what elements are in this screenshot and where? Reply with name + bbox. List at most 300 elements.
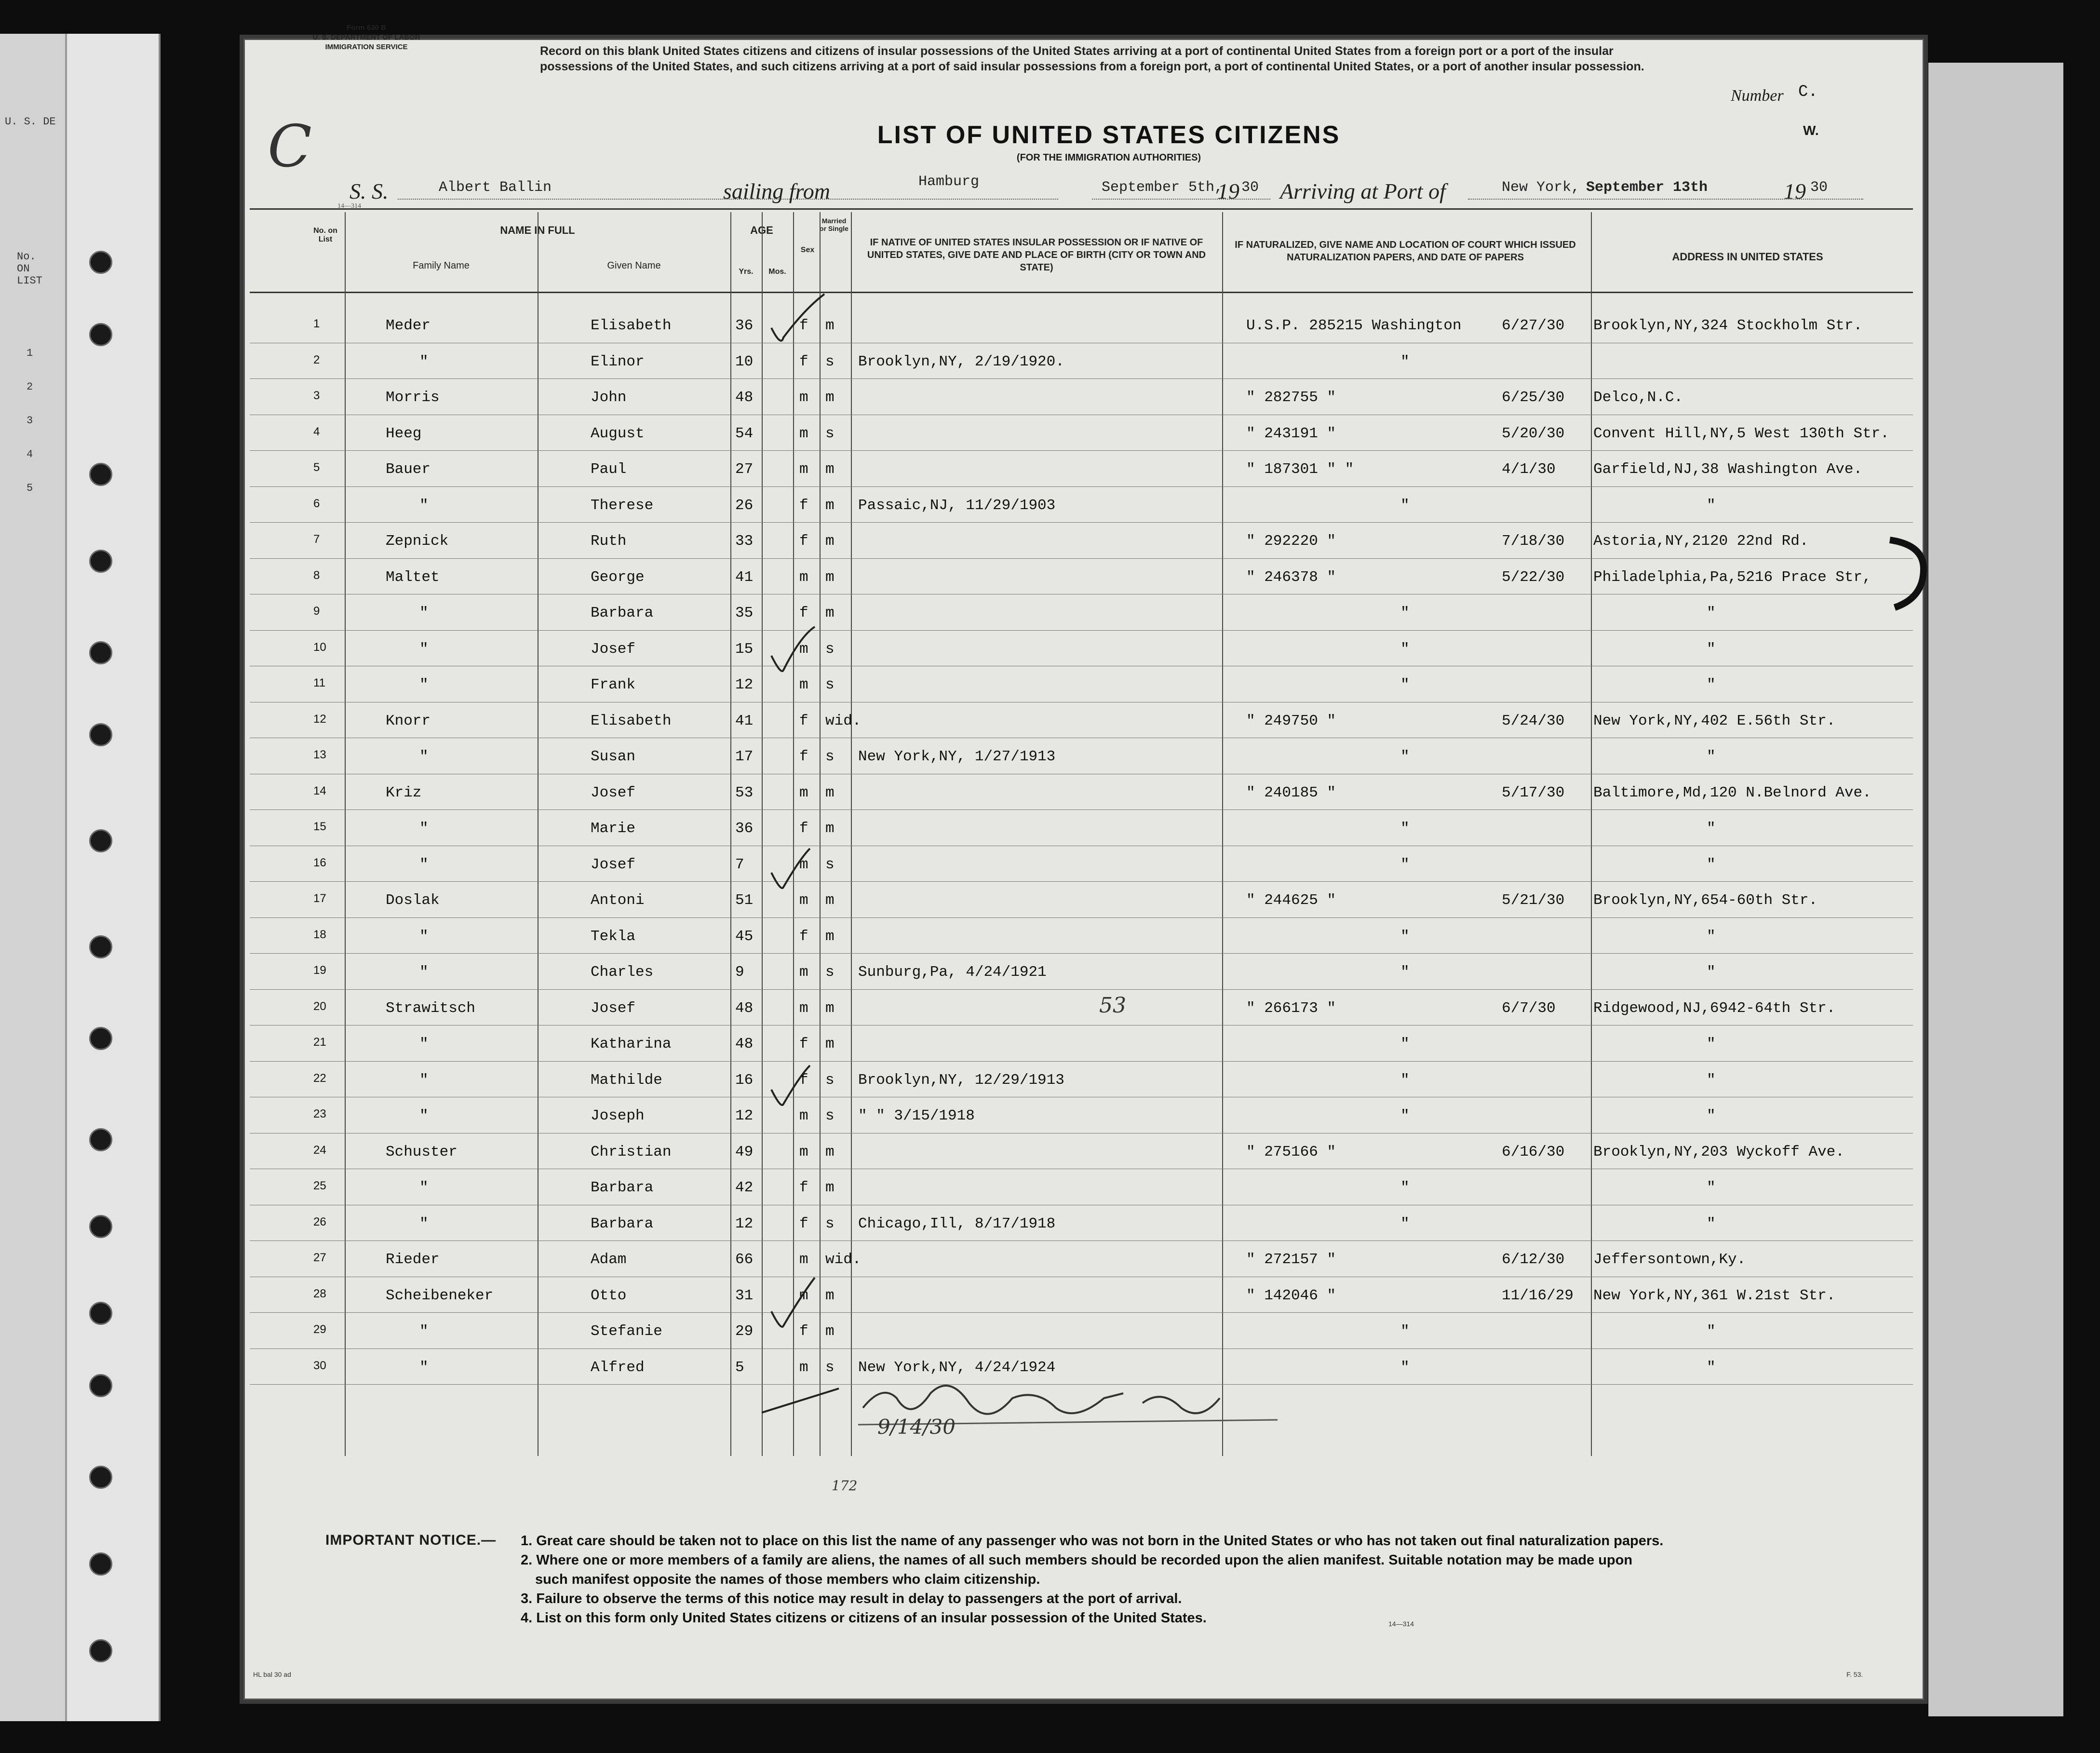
cell-address: Delco,N.C.	[1593, 389, 1683, 406]
binder-hole	[89, 251, 112, 274]
cell-nat-cert: " 142046 "	[1246, 1287, 1336, 1304]
cell-family: "	[419, 1323, 429, 1340]
handwritten-check-marks	[752, 289, 926, 1432]
cell-nat-cert: " 266173 "	[1246, 999, 1336, 1017]
cell-birth: " " 3/15/1918	[858, 1107, 975, 1124]
cell-ms: m	[825, 1143, 835, 1160]
cell-sex: f	[799, 928, 808, 945]
cell-no: 10	[313, 640, 326, 654]
cell-address: Brooklyn,NY,654-60th Str.	[1593, 892, 1818, 909]
cell-yrs: 10	[735, 353, 754, 370]
cell-given: Josef	[591, 999, 636, 1017]
cell-ms: m	[825, 1287, 835, 1304]
row-rule	[250, 1061, 1913, 1062]
header-no-on-list: No. on List	[313, 227, 337, 243]
cell-no: 22	[313, 1071, 326, 1085]
cell-given: Therese	[591, 497, 654, 514]
cell-nat-cert: " 275166 "	[1246, 1143, 1336, 1160]
row-rule	[250, 1348, 1913, 1349]
cell-given: George	[591, 568, 645, 586]
binder-hole	[89, 1302, 112, 1325]
header-name-in-full: NAME IN FULL	[500, 224, 575, 236]
cell-address: Philadelphia,Pa,5216 Prace Str,	[1593, 568, 1871, 586]
inspection-date: 9/14/30	[877, 1415, 956, 1439]
cell-nat-date: 4/1/30	[1502, 461, 1556, 478]
binder-hole	[89, 1552, 112, 1576]
cell-nat-cert: " 246378 "	[1246, 568, 1336, 586]
cell-family: "	[419, 856, 429, 873]
number-label: Number	[1731, 87, 1784, 105]
cell-family: "	[419, 1215, 429, 1232]
cell-ms: m	[825, 461, 835, 478]
header-yrs: Yrs.	[739, 268, 754, 276]
cell-family: Scheibeneker	[386, 1287, 494, 1304]
cell-sex: f	[799, 1215, 808, 1232]
cell-no: 18	[313, 928, 326, 941]
cell-sex: m	[799, 568, 808, 586]
cell-nat-cert: "	[1400, 1323, 1410, 1340]
cell-ms: s	[825, 856, 835, 873]
cell-sex: m	[799, 856, 808, 873]
cell-given: Alfred	[591, 1359, 645, 1376]
service-name: IMMIGRATION SERVICE	[325, 43, 408, 51]
cell-birth: Brooklyn,NY, 2/19/1920.	[858, 353, 1064, 370]
binder-hole	[89, 1639, 112, 1662]
cell-nat-date: 6/7/30	[1502, 999, 1556, 1017]
page-title: LIST OF UNITED STATES CITIZENS	[877, 121, 1341, 149]
cell-ms: m	[825, 892, 835, 909]
binder-hole	[89, 1374, 112, 1397]
header-mos: Mos.	[768, 268, 786, 276]
cell-given: Katharina	[591, 1036, 672, 1052]
cell-ms: s	[825, 964, 835, 981]
cell-given: John	[591, 389, 627, 406]
cell-nat-cert: "	[1400, 1215, 1410, 1232]
header-sex: Sex	[800, 246, 815, 254]
date-to: September 13th	[1586, 179, 1708, 196]
cell-family: "	[419, 1107, 429, 1124]
cell-yrs: 45	[735, 928, 754, 945]
number-value: C.	[1798, 83, 1818, 101]
cell-sex: f	[799, 712, 808, 729]
cell-address: "	[1707, 1107, 1716, 1124]
cell-yrs: 5	[735, 1359, 744, 1376]
cell-given: Ruth	[591, 533, 627, 550]
stamp-bottom-mid: 14—314	[1388, 1620, 1414, 1628]
cell-address: "	[1707, 1179, 1716, 1196]
cell-birth: New York,NY, 1/27/1913	[858, 748, 1056, 765]
cell-yrs: 7	[735, 856, 744, 873]
voyage-line	[350, 174, 1878, 207]
cell-nat-cert: "	[1400, 1071, 1410, 1089]
row-rule	[250, 917, 1913, 918]
cell-given: Marie	[591, 820, 636, 837]
cell-no: 21	[313, 1036, 326, 1049]
cell-sex: m	[799, 1251, 808, 1268]
cell-family: "	[419, 640, 429, 658]
cell-address: New York,NY,361 W.21st Str.	[1593, 1287, 1836, 1304]
form-preamble: Record on this blank United States citizens and citizens of insular possessions of the United States arriving at a port of continental United States from a foreign port or a port of the insular possessions of the United States, and such citizens arriving at a port of said insular possessions from a foreign port, a port of continental United States, or a port of another insular possession.	[540, 44, 1644, 73]
cell-family: "	[419, 820, 429, 837]
handwritten-page-number: 172	[832, 1478, 858, 1494]
cell-address: "	[1707, 605, 1716, 621]
cell-yrs: 12	[735, 1215, 754, 1232]
cell-yrs: 16	[735, 1071, 754, 1089]
cell-sex: f	[799, 605, 808, 621]
cell-family: Heeg	[386, 425, 422, 442]
cell-yrs: 48	[735, 389, 754, 406]
cell-given: Charles	[591, 964, 654, 981]
cell-sex: f	[799, 353, 808, 370]
cell-nat-date: 5/21/30	[1502, 892, 1565, 909]
cell-sex: m	[799, 389, 808, 406]
cell-address: Jeffersontown,Ky.	[1593, 1251, 1746, 1268]
cell-address: "	[1707, 676, 1716, 693]
cell-family: "	[419, 676, 429, 693]
cell-sex: f	[799, 748, 808, 765]
cell-nat-cert: "	[1400, 1107, 1410, 1124]
cell-family: "	[419, 964, 429, 981]
cell-family: Doslak	[386, 892, 440, 909]
cell-nat-cert: "	[1400, 497, 1410, 514]
cell-address: Ridgewood,NJ,6942-64th Str.	[1593, 999, 1836, 1017]
stamp-bottom-left: HL bal 30 ad	[253, 1671, 291, 1678]
cell-family: "	[419, 1359, 429, 1376]
column-rule	[1591, 212, 1592, 1456]
cell-nat-cert: "	[1400, 605, 1410, 621]
cell-nat-cert: " 282755 "	[1246, 389, 1336, 406]
cell-sex: m	[799, 676, 808, 693]
cell-yrs: 49	[735, 1143, 754, 1160]
cell-given: Stefanie	[591, 1323, 662, 1340]
row-rule	[250, 378, 1913, 379]
cell-yrs: 27	[735, 461, 754, 478]
cell-nat-cert: "	[1400, 640, 1410, 658]
cell-birth: Sunburg,Pa, 4/24/1921	[858, 964, 1047, 981]
port-to: New York,	[1502, 179, 1580, 196]
cell-yrs: 53	[735, 784, 754, 801]
cell-no: 1	[313, 317, 320, 330]
cell-sex: m	[799, 640, 808, 658]
cell-nat-cert: " 272157 "	[1246, 1251, 1336, 1268]
cell-no: 16	[313, 856, 326, 869]
cell-sex: m	[799, 1107, 808, 1124]
cell-sex: m	[799, 1287, 808, 1304]
cell-sex: m	[799, 1359, 808, 1376]
cell-family: "	[419, 605, 429, 621]
cell-family: Meder	[386, 317, 431, 334]
cell-address: Garfield,NJ,38 Washington Ave.	[1593, 461, 1863, 478]
cell-ms: wid.	[825, 1251, 862, 1268]
cell-family: Schuster	[386, 1143, 458, 1160]
binder-hole	[89, 829, 112, 852]
cell-no: 15	[313, 820, 326, 833]
cell-no: 3	[313, 389, 320, 402]
cell-no: 9	[313, 605, 320, 618]
cell-yrs: 9	[735, 964, 744, 981]
notice-item-3: 3. Failure to observe the terms of this notice may result in delay to passengers at the port of arrival.	[521, 1591, 1182, 1606]
year-suffix-1: 30	[1241, 179, 1259, 196]
cell-ms: m	[825, 1179, 835, 1196]
cell-address: "	[1707, 748, 1716, 765]
cell-nat-date: 11/16/29	[1502, 1287, 1574, 1304]
cell-ms: s	[825, 1215, 835, 1232]
cell-given: Frank	[591, 676, 636, 693]
cell-ms: m	[825, 820, 835, 837]
cell-family: Knorr	[386, 712, 431, 729]
cell-given: August	[591, 425, 645, 442]
cell-ms: s	[825, 676, 835, 693]
cell-nat-cert: " 249750 "	[1246, 712, 1336, 729]
cell-no: 29	[313, 1323, 326, 1336]
row-rule	[250, 881, 1913, 882]
binder-hole	[89, 323, 112, 346]
cell-given: Mathilde	[591, 1071, 662, 1089]
cell-yrs: 42	[735, 1179, 754, 1196]
cell-ms: m	[825, 497, 835, 514]
cell-address: "	[1707, 856, 1716, 873]
cell-ms: m	[825, 928, 835, 945]
cell-sex: m	[799, 784, 808, 801]
cell-given: Elinor	[591, 353, 645, 370]
cell-yrs: 41	[735, 568, 754, 586]
cell-nat-cert: "	[1400, 820, 1410, 837]
cell-family: Morris	[386, 389, 440, 406]
header-married-or-single: Married or Single	[820, 217, 848, 232]
cell-nat-cert: " 244625 "	[1246, 892, 1336, 909]
cell-nat-date: 6/27/30	[1502, 317, 1565, 334]
cell-yrs: 17	[735, 748, 754, 765]
adjacent-page-right	[1928, 63, 2063, 1716]
row-rule	[250, 486, 1913, 487]
cell-no: 5	[313, 461, 320, 474]
cell-yrs: 48	[735, 999, 754, 1017]
arriving-label: Arriving at Port of	[1280, 179, 1446, 203]
department-name: U. S. DEPARTMENT OF LABOR	[312, 33, 420, 41]
year-prefix-2: 19	[1784, 179, 1806, 203]
cell-address: "	[1707, 1359, 1716, 1376]
cell-sex: m	[799, 964, 808, 981]
cell-yrs: 26	[735, 497, 754, 514]
binder-hole	[89, 550, 112, 573]
cell-no: 12	[313, 712, 326, 726]
cell-nat-cert: "	[1400, 676, 1410, 693]
cell-address: "	[1707, 1071, 1716, 1089]
cell-ms: s	[825, 748, 835, 765]
cell-ms: m	[825, 1323, 835, 1340]
cell-ms: s	[825, 640, 835, 658]
binder-hole	[89, 463, 112, 486]
cell-address: "	[1707, 1323, 1716, 1340]
notice-label: IMPORTANT NOTICE.—	[325, 1532, 497, 1548]
binder-hole	[89, 1466, 112, 1489]
cell-nat-cert: U.S.P. 285215 Washington	[1246, 317, 1462, 334]
cell-nat-cert: "	[1400, 353, 1410, 370]
cell-sex: f	[799, 1179, 808, 1196]
ss-label: S. S.	[350, 179, 389, 203]
ship-name: Albert Ballin	[439, 179, 552, 196]
cell-yrs: 33	[735, 533, 754, 550]
row-rule	[250, 558, 1913, 559]
cell-no: 14	[313, 784, 326, 797]
cell-yrs: 12	[735, 676, 754, 693]
cell-ms: s	[825, 1071, 835, 1089]
cell-given: Antoni	[591, 892, 645, 909]
cell-nat-date: 6/16/30	[1502, 1143, 1565, 1160]
cell-ms: s	[825, 1359, 835, 1376]
binder-hole	[89, 1215, 112, 1238]
cell-ms: wid.	[825, 712, 862, 729]
cell-yrs: 36	[735, 820, 754, 837]
row-rule	[250, 630, 1913, 631]
row-rule	[250, 450, 1913, 451]
cell-given: Josef	[591, 856, 636, 873]
stamp-bottom-right: F. 53.	[1846, 1671, 1863, 1678]
cell-nat-date: 5/20/30	[1502, 425, 1565, 442]
cell-given: Barbara	[591, 605, 654, 621]
cell-sex: m	[799, 892, 808, 909]
cell-family: "	[419, 748, 429, 765]
cell-family: Kriz	[386, 784, 422, 801]
binder-strip	[65, 34, 161, 1721]
port-from: Hamburg	[918, 174, 980, 190]
date-from: September 5th,	[1102, 179, 1224, 196]
cell-address: Baltimore,Md,120 N.Belnord Ave.	[1593, 784, 1871, 801]
cell-no: 4	[313, 425, 320, 438]
cell-no: 28	[313, 1287, 326, 1300]
cell-nat-cert: "	[1400, 1359, 1410, 1376]
handwritten-c-mark: C	[268, 113, 312, 180]
binder-hole	[89, 723, 112, 746]
cell-no: 8	[313, 568, 320, 582]
cell-sex: m	[799, 461, 808, 478]
cell-nat-cert: " 187301 " "	[1246, 461, 1354, 478]
sailing-from-label: sailing from	[723, 179, 830, 203]
cell-yrs: 15	[735, 640, 754, 658]
cell-yrs: 51	[735, 892, 754, 909]
notice-item-2-cont: such manifest opposite the names of those members who claim citizenship.	[535, 1572, 1040, 1587]
cell-yrs: 31	[735, 1287, 754, 1304]
notice-item-4: 4. List on this form only United States citizens or citizens of an insular possession of the United States.	[521, 1610, 1207, 1626]
handwritten-margin-number: 53	[1099, 993, 1126, 1018]
cell-ms: m	[825, 389, 835, 406]
cell-no: 6	[313, 497, 320, 510]
cell-ms: m	[825, 605, 835, 621]
row-rule	[250, 522, 1913, 523]
cell-yrs: 66	[735, 1251, 754, 1268]
binder-hole	[89, 641, 112, 664]
cell-yrs: 12	[735, 1107, 754, 1124]
cell-family: Bauer	[386, 461, 431, 478]
cell-no: 26	[313, 1215, 326, 1228]
cell-address: New York,NY,402 E.56th Str.	[1593, 712, 1836, 729]
cell-nat-date: 7/18/30	[1502, 533, 1565, 550]
cell-nat-cert: "	[1400, 928, 1410, 945]
cell-address: "	[1707, 1036, 1716, 1052]
cell-yrs: 36	[735, 317, 754, 334]
binder-hole	[89, 1128, 112, 1151]
cell-address: "	[1707, 1215, 1716, 1232]
cell-birth: Brooklyn,NY, 12/29/1913	[858, 1071, 1064, 1089]
cell-no: 7	[313, 533, 320, 546]
cell-sex: m	[799, 1143, 808, 1160]
cell-given: Paul	[591, 461, 627, 478]
cell-nat-cert: " 240185 "	[1246, 784, 1336, 801]
cell-sex: f	[799, 497, 808, 514]
cell-nat-cert: " 243191 "	[1246, 425, 1336, 442]
number-w: W.	[1803, 123, 1819, 138]
cell-yrs: 48	[735, 1036, 754, 1052]
cell-address: "	[1707, 820, 1716, 837]
cell-given: Barbara	[591, 1179, 654, 1196]
cell-family: "	[419, 1071, 429, 1089]
cell-yrs: 35	[735, 605, 754, 621]
header-native-birthplace: IF NATIVE OF UNITED STATES INSULAR POSSESSION OR IF NATIVE OF UNITED STATES, GIVE DATE AND PLACE OF BIRTH (CITY OR TOWN AND STATE)	[867, 237, 1206, 273]
cell-sex: f	[799, 533, 808, 550]
form-number-block	[292, 23, 441, 52]
cell-nat-date: 6/25/30	[1502, 389, 1565, 406]
cell-sex: f	[799, 820, 808, 837]
cell-nat-date: 5/22/30	[1502, 568, 1565, 586]
cell-yrs: 41	[735, 712, 754, 729]
notice-item-2: 2. Where one or more members of a family are aliens, the names of all such members should be recorded upon the alien manifest. Suitable notation may be made upon	[521, 1552, 1633, 1568]
cell-no: 25	[313, 1179, 326, 1192]
cell-nat-cert: " 292220 "	[1246, 533, 1336, 550]
cell-address: Brooklyn,NY,324 Stockholm Str.	[1593, 317, 1863, 334]
cell-yrs: 54	[735, 425, 754, 442]
cell-ms: s	[825, 425, 835, 442]
cell-sex: f	[799, 317, 808, 334]
cell-nat-date: 6/12/30	[1502, 1251, 1565, 1268]
cell-family: Strawitsch	[386, 999, 476, 1017]
cell-ms: m	[825, 1036, 835, 1052]
cell-family: "	[419, 353, 429, 370]
cell-address: Convent Hill,NY,5 West 130th Str.	[1593, 425, 1889, 442]
notice-item-1: 1. Great care should be taken not to place on this list the name of any passenger who was not born in the United States or who has not taken out final naturalization papers.	[521, 1533, 1664, 1549]
cell-given: Elisabeth	[591, 317, 672, 334]
cell-family: "	[419, 928, 429, 945]
cell-given: Joseph	[591, 1107, 645, 1124]
cell-no: 11	[313, 676, 325, 689]
cell-no: 27	[313, 1251, 326, 1264]
cell-given: Josef	[591, 784, 636, 801]
binder-hole	[89, 1027, 112, 1050]
cell-address: Astoria,NY,2120 22nd Rd.	[1593, 533, 1809, 550]
binder-hole	[89, 935, 112, 958]
cell-sex: f	[799, 1323, 808, 1340]
cell-address: Brooklyn,NY,203 Wyckoff Ave.	[1593, 1143, 1844, 1160]
cell-nat-date: 5/24/30	[1502, 712, 1565, 729]
cell-given: Christian	[591, 1143, 672, 1160]
row-rule	[250, 953, 1913, 954]
cell-family: Rieder	[386, 1251, 440, 1268]
cell-given: Elisabeth	[591, 712, 672, 729]
header-age: AGE	[750, 224, 773, 236]
cell-no: 23	[313, 1107, 326, 1120]
cell-ms: m	[825, 533, 835, 550]
cell-address: "	[1707, 640, 1716, 658]
cell-given: Tekla	[591, 928, 636, 945]
cell-family: Zepnick	[386, 533, 449, 550]
cell-no: 17	[313, 892, 326, 905]
header-given-name: Given Name	[607, 260, 661, 271]
cell-no: 19	[313, 964, 326, 977]
cell-sex: m	[799, 999, 808, 1017]
cell-ms: m	[825, 999, 835, 1017]
cell-family: "	[419, 1036, 429, 1052]
cell-given: Susan	[591, 748, 636, 765]
cell-given: Barbara	[591, 1215, 654, 1232]
